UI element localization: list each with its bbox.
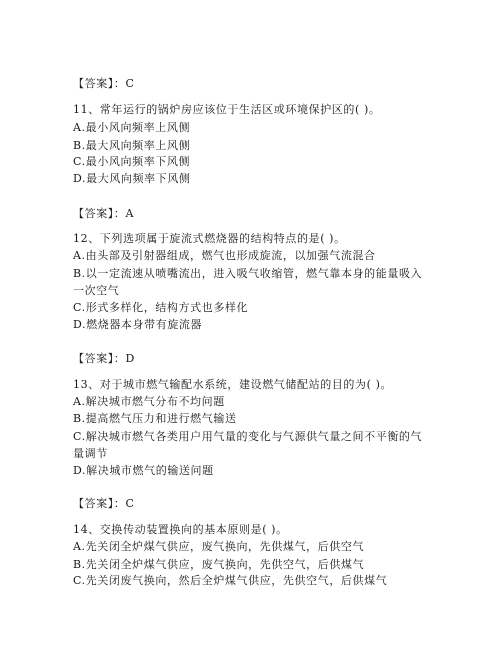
- option-14-c: C.先关闭废气换向，然后全炉煤气供应，先供空气，后供煤气: [73, 574, 388, 587]
- option-14-b: B.先关闭全炉煤气供应，废气换向，先供空气，后供煤气: [73, 558, 365, 571]
- option-13-d: D.解决城市燃气的输送问题: [73, 464, 214, 477]
- option-13-b: B.提高燃气压力和进行燃气输送: [73, 412, 237, 425]
- option-14-a: A.先关闭全炉煤气供应，废气换向，先供煤气，后供空气: [73, 540, 365, 553]
- question-13: 13、对于城市燃气输配水系统，建设燃气储配站的目的为( )。: [73, 378, 393, 391]
- answer-label-12: 【答案】：D: [73, 352, 135, 365]
- option-12-b-continued: 一次空气: [73, 284, 120, 297]
- option-12-a: A.由头部及引射器组成，燃气也形成旋流，以加强气流混合: [73, 249, 376, 262]
- option-13-c-continued: 量调节: [73, 447, 108, 460]
- question-14: 14、交换传动装置换向的基本原则是( )。: [73, 523, 288, 536]
- option-11-b: B.最大风向频率上风侧: [73, 139, 191, 152]
- question-11: 11、常年运行的锅炉房应该位于生活区或环境保护区的( )。: [73, 103, 381, 116]
- answer-label-11: 【答案】：A: [73, 207, 135, 220]
- option-12-b: B.以一定流速从喷嘴流出，进入吸气收缩管，燃气靠本身的能量吸入: [73, 267, 423, 280]
- option-12-c: C.形式多样化，结构方式也多样化: [73, 301, 249, 314]
- option-13-a: A.解决城市燃气分布不均问题: [73, 395, 225, 408]
- answer-label-10: 【答案】：C: [73, 77, 135, 90]
- option-11-a: A.最小风向频率上风侧: [73, 121, 191, 134]
- option-11-d: D.最大风向频率下风侧: [73, 172, 191, 185]
- question-12: 12、下列选项属于旋流式燃烧器的结构特点的是( )。: [73, 232, 346, 245]
- option-12-d: D.燃烧器本身带有旋流器: [73, 318, 203, 331]
- option-13-c: C.解决城市燃气各类用户用气量的变化与气源供气量之间不平衡的气: [73, 430, 423, 443]
- answer-label-13: 【答案】：C: [73, 497, 135, 510]
- option-11-c: C.最小风向频率下风侧: [73, 155, 191, 168]
